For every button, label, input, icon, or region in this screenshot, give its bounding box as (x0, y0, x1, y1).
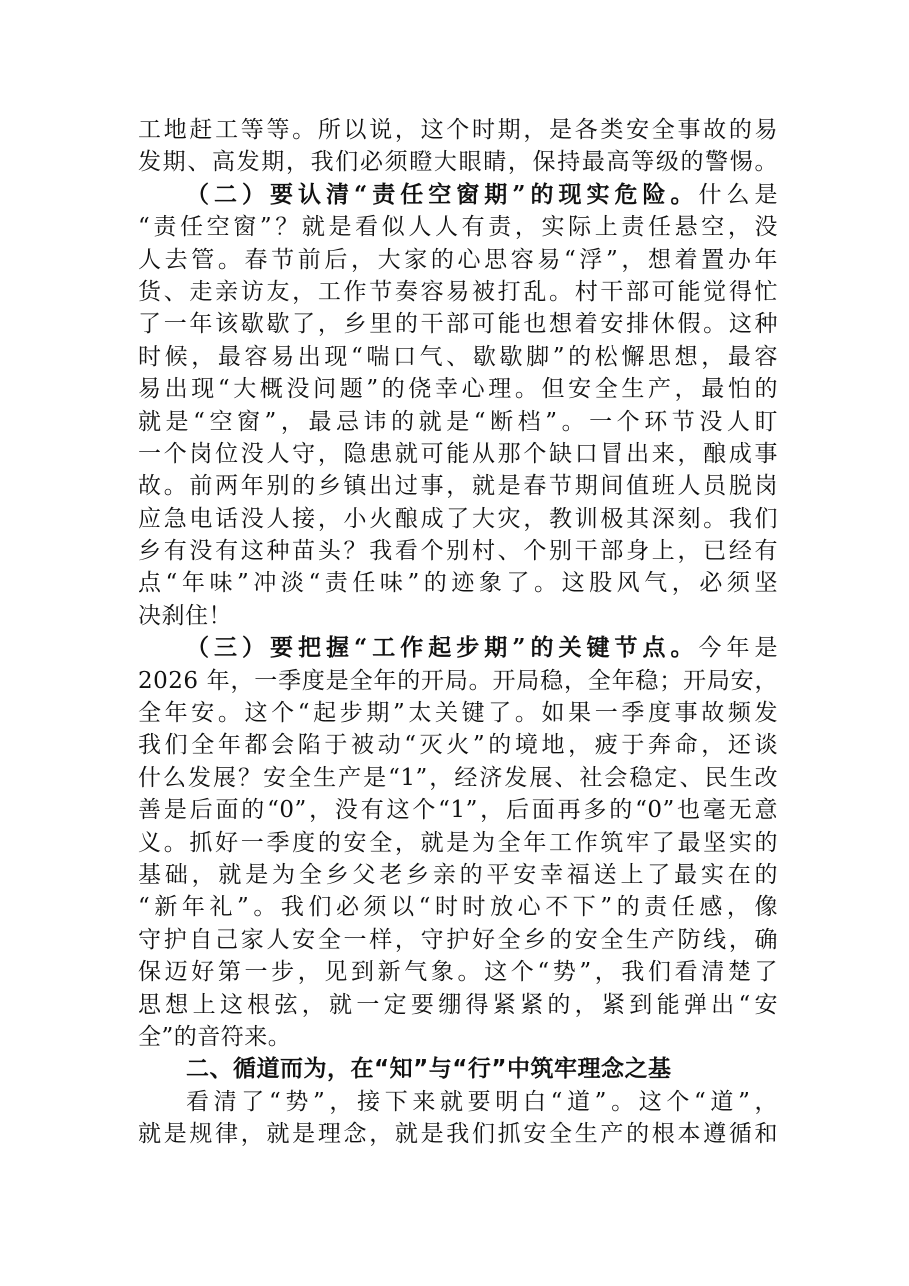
text-line: 守护自己家人安全一样，守护好全乡的安全生产防线，确 (138, 926, 778, 953)
text-line: 货、走亲访友，工作节奏容易被打乱。村干部可能觉得忙 (138, 278, 778, 305)
text-line: 全”的音符来。 (138, 1023, 292, 1050)
text-line: 发期、高发期，我们必须瞪大眼睛，保持最高等级的警惕。 (138, 149, 778, 176)
text-line: 义。抓好一季度的安全，就是为全年工作筑牢了最坚实的 (138, 829, 778, 856)
section-heading: 二、循道而为，在“知”与“行”中筑牢理念之基 (186, 1056, 672, 1083)
subsection-line (138, 179, 778, 211)
text-line-tail: 什么是 (698, 181, 779, 208)
text-line: “责任空窗”？就是看似人人有责，实际上责任悬空，没 (138, 214, 778, 241)
text-line: 2026 年，一季度是全年的开局。开局稳，全年稳；开局安， (138, 667, 778, 694)
text-line: 易出现“大概没问题”的侥幸心理。但安全生产，最怕的 (138, 376, 778, 403)
text-line: 什么发展？安全生产是“1”，经济发展、社会稳定、民生改 (138, 764, 778, 791)
text-line: “新年礼”。我们必须以“时时放心不下”的责任感，像 (138, 894, 778, 921)
text-line: 决刹住！ (138, 602, 232, 629)
text-line: 思想上这根弦，就一定要绷得紧紧的，紧到能弹出“安 (138, 991, 778, 1018)
text-line: 善是后面的“0”，没有这个“1”，后面再多的“0”也毫无意 (138, 797, 778, 824)
text-line: 就是“空窗”，最忌讳的就是“断档”。一个环节没人盯 (138, 408, 778, 435)
text-line: 点“年味”冲淡“责任味”的迹象了。这股风气，必须坚 (138, 570, 778, 597)
text-line: 了一年该歇歇了，乡里的干部可能也想着安排休假。这种 (138, 311, 778, 338)
text-line: 工地赶工等等。所以说，这个时期，是各类安全事故的易 (138, 117, 778, 143)
text-line: 乡有没有这种苗头？我看个别村、个别干部身上，已经有 (138, 538, 778, 565)
text-line: 就是规律，就是理念，就是我们抓安全生产的根本遵循和 (138, 1121, 778, 1148)
text-line: 人去管。春节前后，大家的心思容易“浮”，想着置办年 (138, 246, 778, 273)
subsection-title: （二）要认清“责任空窗期”的现实危险。 (186, 180, 699, 208)
text-line: 时候，最容易出现“喘口气、歇歇脚”的松懈思想，最容 (138, 343, 778, 370)
document-body (138, 114, 778, 1151)
subsection-title: （三）要把握“工作起步期”的关键节点。 (186, 634, 699, 662)
subsection-line (138, 632, 778, 664)
text-line: 全年安。这个“起步期”太关键了。如果一季度事故频发 (138, 700, 778, 727)
text-line: 应急电话没人接，小火酿成了大灾，教训极其深刻。我们 (138, 505, 778, 532)
text-line: 看清了“势”，接下来就要明白“道”。这个“道”， (186, 1088, 778, 1115)
text-line: 故。前两年别的乡镇出过事，就是春节期间值班人员脱岗 (138, 473, 778, 500)
text-line-tail: 今年是 (698, 635, 779, 662)
text-line: 保迈好第一步，见到新气象。这个“势”，我们看清楚了 (138, 959, 778, 986)
text-line: 基础，就是为全乡父老乡亲的平安幸福送上了最实在的 (138, 861, 778, 888)
text-line: 我们全年都会陷于被动“灭火”的境地，疲于奔命，还谈 (138, 732, 778, 759)
text-line: 一个岗位没人守，隐患就可能从那个缺口冒出来，酿成事 (138, 440, 778, 467)
